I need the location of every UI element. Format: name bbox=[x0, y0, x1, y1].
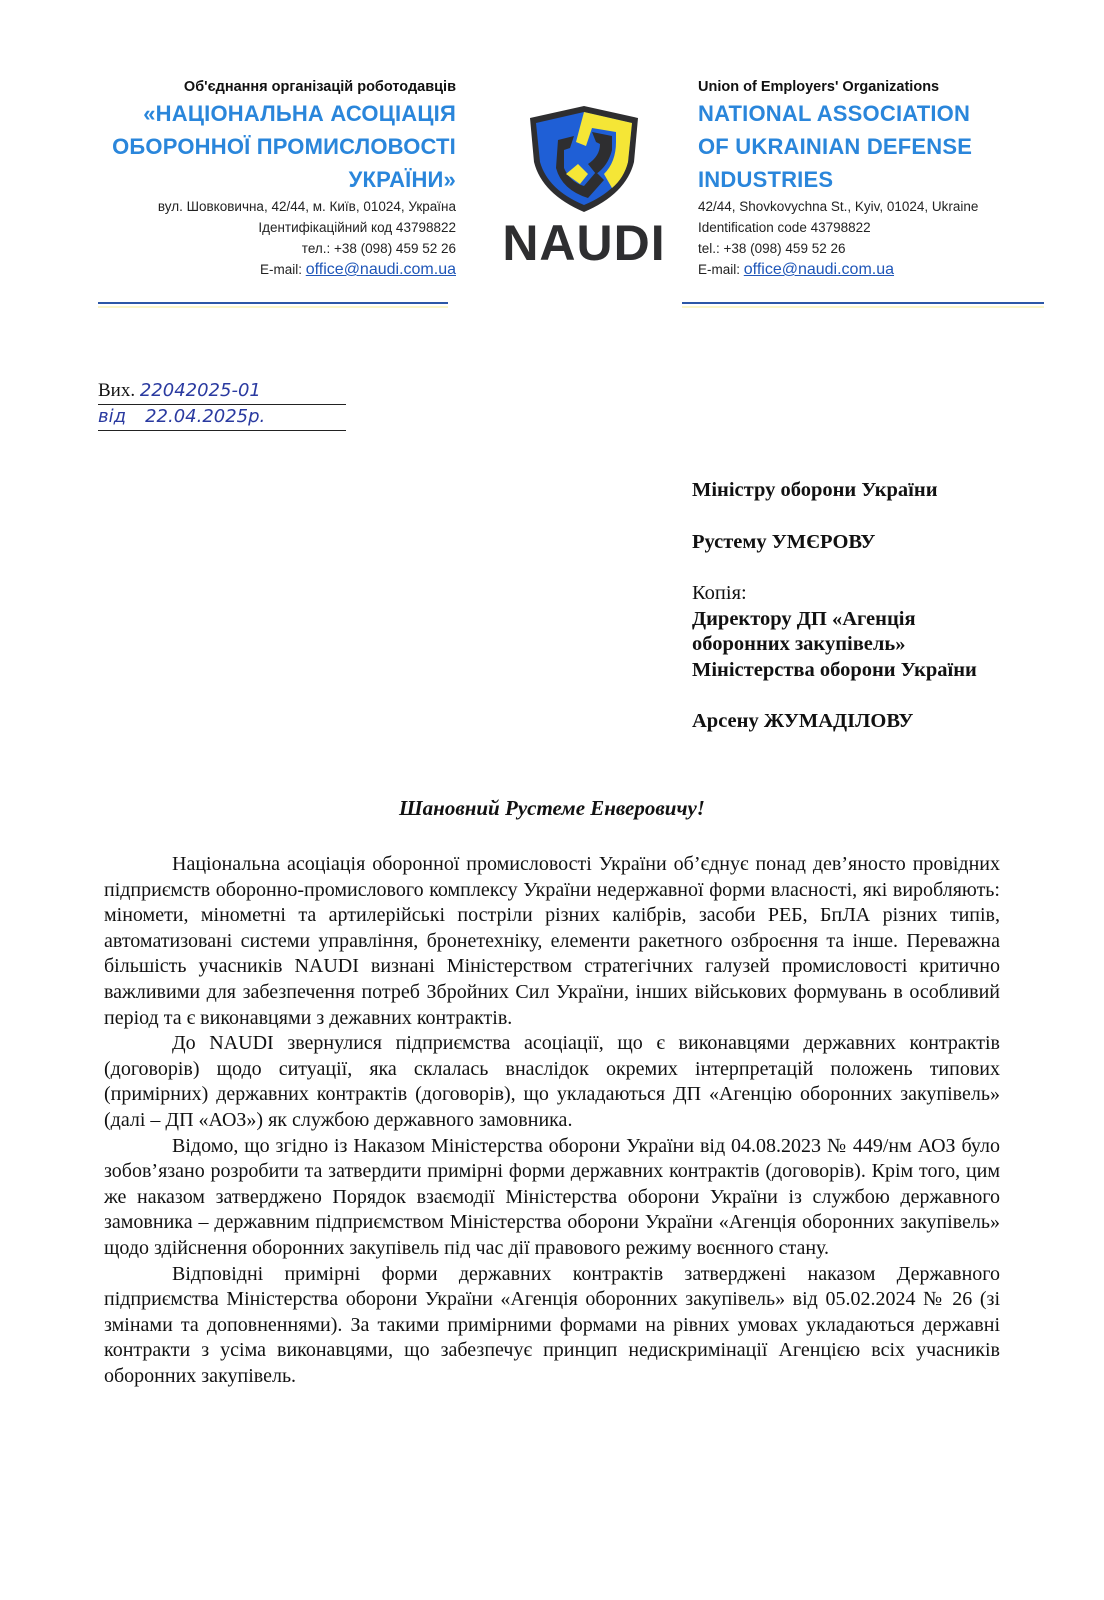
body-paragraph: Національна асоціація оборонної промисловості України об’єднує понад дев’яносто провідних підприємств оборонно-промислового комплексу України недержавної форми власності, які виробляють: міномети, мінометні та артилерійські постріли різних калібрів, засоби РЕБ, БпЛА різних типів, автоматизовані системи управління, бронетехніку, елементи ракетного озброєння та інше. Переважна більшість учасників NAUDI визнані Міністерством стратегічних галузей промисловості критично важливими для забезпечення потреб Збройних Сил України, інших військових формувань в особливий період та є виконавцями з дежавних контрактів. bbox=[104, 853, 1000, 1029]
email-link[interactable]: office@naudi.com.ua bbox=[743, 261, 895, 278]
email-link[interactable]: office@naudi.com.ua bbox=[305, 261, 456, 278]
body-paragraph: Відомо, що згідно із Наказом Міністерства оборони України від 04.08.2023 № 449/нм АОЗ було зобов’язано розробити та затвердити примірні форми державних контрактів (договорів). Крім того, цим же наказом затверджено Порядок взаємодії Міністерства оборони України із службою державного замовника – державним підприємством Міністерства оборони України «Агенція оборонних закупівель» щодо здійснення оборонних закупівель під час дії правового режиму воєнного стану. bbox=[104, 1134, 1000, 1259]
date-label: від bbox=[98, 406, 127, 427]
letterhead-ukrainian bbox=[112, 78, 456, 280]
copy-recipient-line: Міністерства оборони України bbox=[692, 658, 977, 681]
outgoing-number: 22042025-01 bbox=[139, 380, 261, 401]
outgoing-date: 22.04.2025р. bbox=[145, 406, 266, 427]
org-id-code: Ідентифікаційний код 43798822 bbox=[258, 220, 456, 235]
email-label: E-mail: bbox=[259, 262, 306, 277]
org-email-row bbox=[112, 259, 456, 280]
addressee-title: Міністру оборони України bbox=[692, 479, 938, 501]
header-rule-right-accent bbox=[682, 306, 1044, 308]
copy-label: Копія: bbox=[692, 582, 747, 604]
salutation: Шановний Рустеме Енверовичу! bbox=[399, 796, 705, 820]
org-name-line: OF UKRAINIAN DEFENSE bbox=[698, 134, 973, 159]
outgoing-number-row bbox=[98, 380, 265, 406]
outgoing-date-row bbox=[98, 406, 265, 432]
org-name-line: «НАЦІОНАЛЬНА АСОЦІАЦІЯ bbox=[143, 101, 456, 126]
org-address: 42/44, Shovkovychna St., Kyiv, 01024, Ukraine bbox=[698, 199, 979, 214]
email-label: E-mail: bbox=[698, 262, 744, 277]
outgoing-label: Вих. bbox=[98, 380, 136, 401]
underline bbox=[98, 404, 346, 405]
shield-icon bbox=[500, 102, 668, 212]
header-rule-left-accent bbox=[98, 306, 448, 308]
logo-wordmark: NAUDI bbox=[502, 215, 666, 271]
addressee-name: Рустему УМЄРОВУ bbox=[692, 530, 876, 553]
naudi-logo bbox=[500, 102, 668, 272]
addressee-block bbox=[692, 478, 977, 735]
org-name-line: УКРАЇНИ» bbox=[348, 167, 456, 192]
copy-recipient-line: оборонних закупівель» bbox=[692, 633, 906, 655]
org-address: вул. Шовковична, 42/44, м. Київ, 01024, Україна bbox=[157, 199, 456, 214]
body-paragraph: Відповідні примірні форми державних контрактів затверджені наказом Державного підприємства Міністерства оборони України «Агенція оборонних закупівель» від 05.02.2024 № 26 (зі змінами та доповненнями). За такими примірними формами на рівних умовах укладаються державні контракти з усіма виконавцями, що забезпечує принцип недискримінації Агенцією всіх учасників оборонних закупівель. bbox=[104, 1262, 1000, 1387]
org-type: Union of Employers' Organizations bbox=[698, 79, 940, 95]
org-name-line: ОБОРОННОЇ ПРОМИСЛОВОСТІ bbox=[112, 134, 456, 159]
header-rule-left bbox=[98, 302, 448, 304]
copy-recipient-line: Директору ДП «Агенція bbox=[692, 607, 916, 630]
copy-recipient-name: Арсену ЖУМАДІЛОВУ bbox=[692, 710, 914, 732]
org-email-row bbox=[698, 259, 978, 280]
org-name-line: NATIONAL ASSOCIATION bbox=[698, 101, 971, 126]
letter-body bbox=[104, 852, 1000, 1389]
header-rule-right bbox=[682, 302, 1044, 304]
org-name-line: INDUSTRIES bbox=[698, 167, 834, 192]
letterhead-english bbox=[698, 78, 978, 280]
org-phone: tel.: +38 (098) 459 52 26 bbox=[698, 241, 846, 256]
outgoing-reference bbox=[98, 380, 265, 432]
org-type: Об'єднання організацій роботодавців bbox=[183, 79, 456, 95]
org-id-code: Identification code 43798822 bbox=[698, 220, 871, 235]
org-phone: тел.: +38 (098) 459 52 26 bbox=[301, 241, 456, 256]
underline bbox=[98, 430, 346, 431]
body-paragraph: До NAUDI звернулися підприємства асоціації, що є виконавцями державних контрактів (договорів) щодо ситуації, яка склалась внаслідок окремих інтерпретацій положень типових (примірних) державних контрактів (договорів), що укладаються ДП «Агенцію оборонних закупівель» (далі – ДП «АОЗ») як службою державного замовника. bbox=[104, 1032, 1000, 1131]
